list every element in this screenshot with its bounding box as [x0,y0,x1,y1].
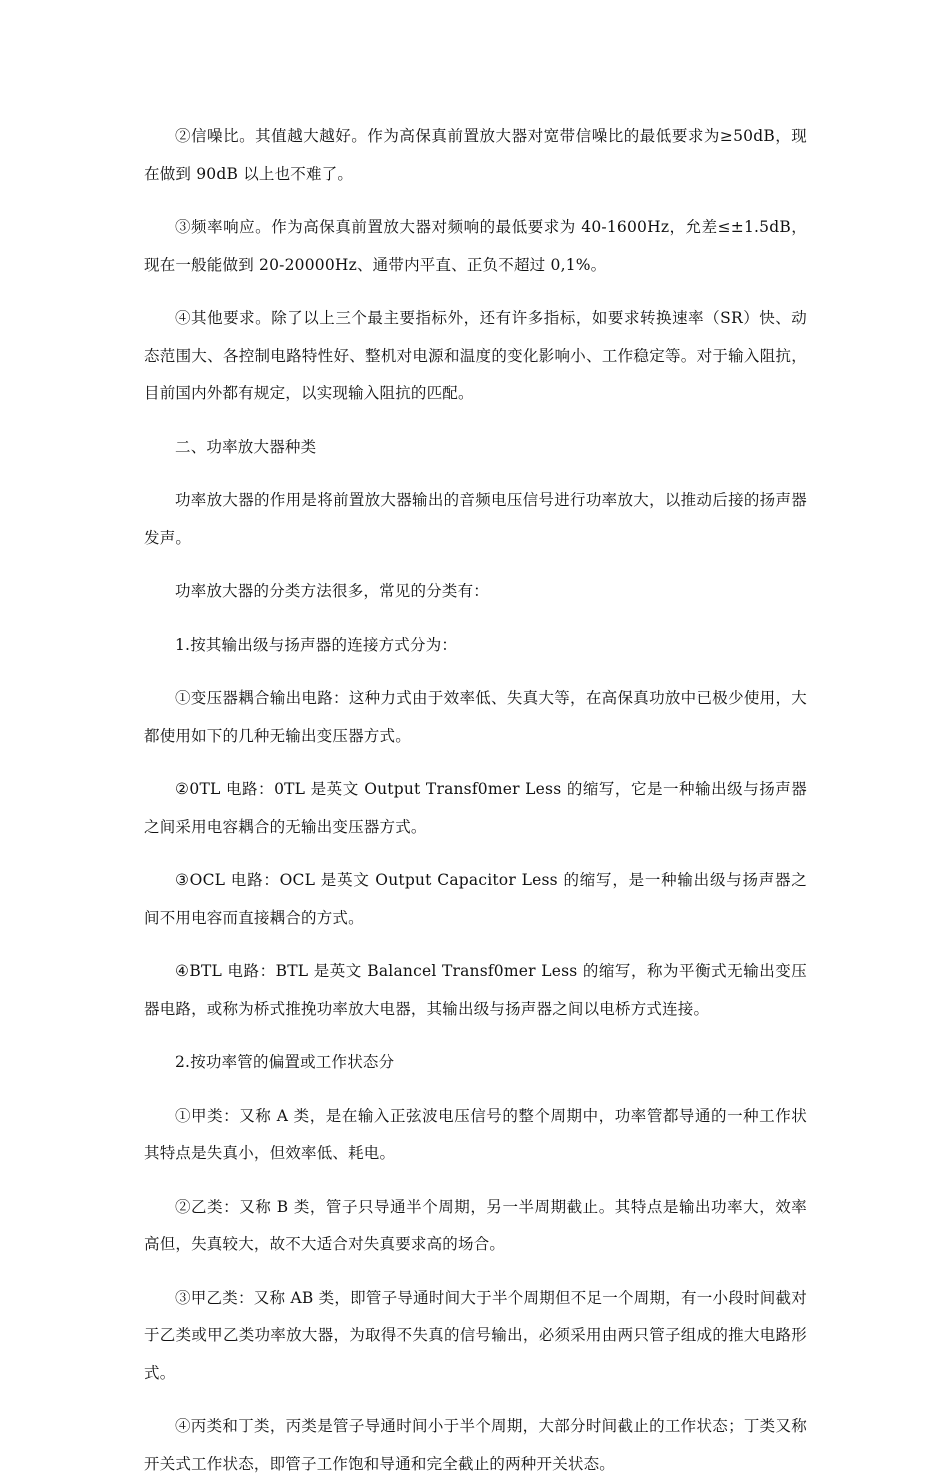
paragraph-snr: ②信噪比。其值越大越好。作为高保真前置放大器对宽带信噪比的最低要求为≥50dB，现在做到 90dB 以上也不难了。 [144,127,807,183]
paragraph-transformer-coupled: ①变压器耦合输出电路：这种力式由于效率低、失真大等，在高保真功放中已极少使用，大都使用如下的几种无输出变压器方式。 [144,689,807,745]
subheading-bias-state: 2.按功率管的偏置或工作状态分 [175,1053,395,1071]
paragraph-other-requirements: ④其他要求。除了以上三个最主要指标外，还有许多指标，如要求转换速率（SR）快、动态范围大、各控制电路特性好、整机对电源和温度的变化影响小、工作稳定等。对于输入阻抗，目前国内外都有规定，以实现输入阻抗的匹配。 [144,309,807,402]
paragraph-ocl-circuit: ③OCL 电路：OCL 是英文 Output Capacitor Less 的缩写，是一种输出级与扬声器之间不用电容而直接耦合的方式。 [144,871,807,927]
section-heading-power-amplifier-types: 二、功率放大器种类 [175,437,317,456]
paragraph-power-amplifier-role: 功率放大器的作用是将前置放大器输出的音频电压信号进行功率放大，以推动后接的扬声器发声。 [144,491,807,547]
paragraph-class-ab: ③甲乙类：又称 AB 类，即管子导通时间大于半个周期但不足一个周期，有一小段时间截对于乙类或甲乙类功率放大器，为取得不失真的信号输出，必须采用由两只管子组成的推大电路形式。 [144,1288,807,1382]
paragraph-class-a: ①甲类：又称 A 类，是在输入正弦波电压信号的整个周期中，功率管都导通的一种工作状其特点是失真小，但效率低、耗电。 [144,1106,807,1162]
paragraph-otl-circuit: ②0TL 电路：0TL 是英文 Output Transf0mer Less 的缩写，它是一种输出级与扬声器之间采用电容耦合的无输出变压器方式。 [144,780,807,836]
paragraph-class-b: ②乙类：又称 B 类，管子只导通半个周期，另一半周期截止。其特点是输出功率大，效率高但，失真较大，故不大适合对失真要求高的场合。 [144,1197,807,1253]
subheading-connection-method: 1.按其输出级与扬声器的连接方式分为： [175,635,458,654]
paragraph-frequency-response: ③频率响应。作为高保真前置放大器对频响的最低要求为 40-1600Hz，允差≤±1.5dB，现在一般能做到 20-20000Hz、通带内平直、正负不超过 0,1%。 [144,218,807,274]
paragraph-class-c-d: ④丙类和丁类，丙类是管子导通时间小于半个周期，大部分时间截止的工作状态；丁类又称开关式工作状态，即管子工作饱和导通和完全截止的两种开关状态。 [144,1417,807,1473]
paragraph-btl-circuit: ④BTL 电路：BTL 是英文 Balancel Transf0mer Less 的缩写，称为平衡式无输出变压器电路，或称为桥式推挽功率放大电器，其输出级与扬声器之间以电桥方式连接。 [144,962,807,1018]
paragraph-classification-intro: 功率放大器的分类方法很多，常见的分类有： [175,582,490,600]
